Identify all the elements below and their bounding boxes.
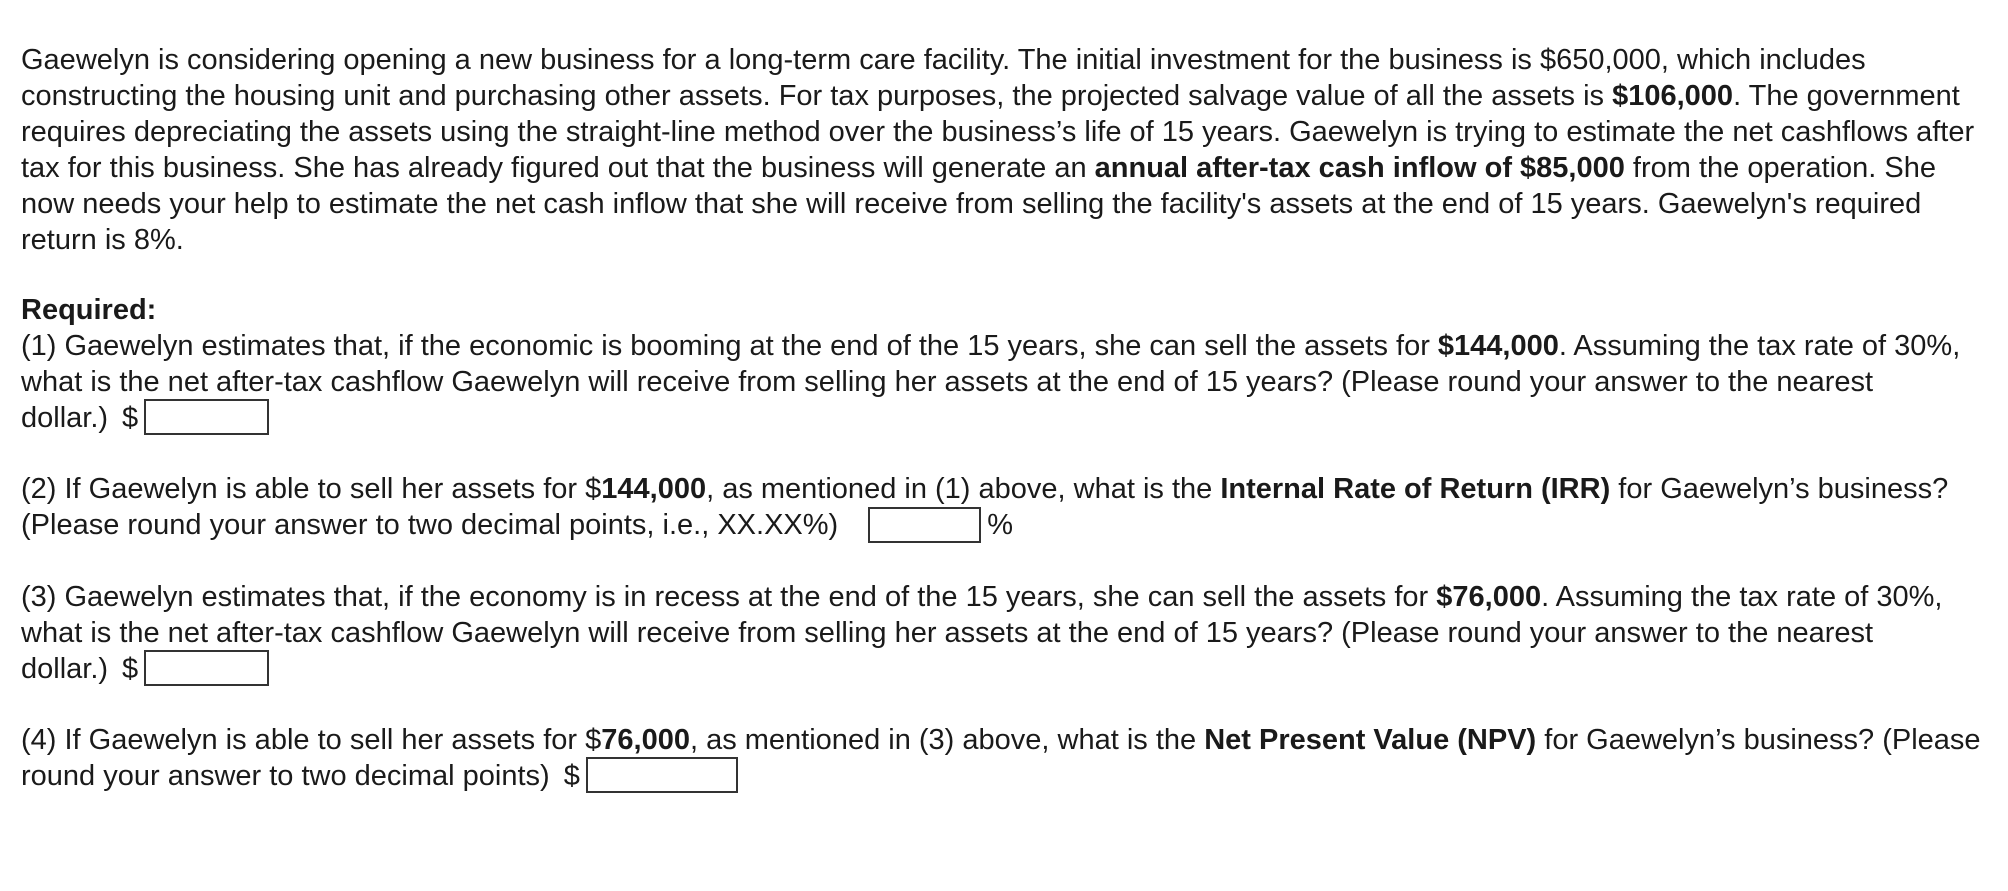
q2-text-2: , as mentioned in (1) above, what is the bbox=[706, 473, 1221, 506]
q3-sale-price: $76,000 bbox=[1436, 580, 1542, 613]
q1-text-1: (1) Gaewelyn estimates that, if the economic is booming at the end of the 15 years, she can sell the assets for bbox=[21, 330, 1438, 362]
q2-text-1: (2) If Gaewelyn is able to sell her assets for $ bbox=[21, 473, 602, 506]
question-3 bbox=[21, 579, 1981, 688]
q2-answer-input[interactable] bbox=[868, 507, 981, 543]
q1-sale-price: $144,000 bbox=[1437, 330, 1559, 362]
q4-answer-input[interactable] bbox=[586, 757, 738, 793]
q3-text-2: . Assuming the tax rate of 30%, what is the net after-tax cashflow Gaewelyn will receive from selling her assets at the end of 15 years? (Please round your answer to the nearest dollar.) bbox=[21, 580, 1943, 685]
q2-sale-price: 144,000 bbox=[601, 473, 707, 506]
q4-sale-price: 76,000 bbox=[601, 724, 690, 757]
q4-text-1: (4) If Gaewelyn is able to sell her assets for $ bbox=[21, 724, 602, 757]
problem-content bbox=[21, 42, 1981, 795]
question-2 bbox=[21, 471, 1981, 544]
intro-text-2: . The government requires depreciating the assets using the straight-line method over the business’s life of 15 years. Gaewelyn is trying to estimate the net cashflows after tax for this business. She has already figured out that the business will generate an bbox=[21, 80, 1975, 184]
intro-text-1: Gaewelyn is considering opening a new business for a long-term care facility. The initial investment for the business is $650,000, which includes constructing the housing unit and purchasing other assets. For tax purposes, the projected salvage value of all the assets is bbox=[21, 44, 1866, 112]
q3-answer-input[interactable] bbox=[144, 650, 269, 686]
q1-dollar-sign: $ bbox=[122, 402, 139, 434]
q1-answer-input[interactable] bbox=[144, 399, 269, 435]
salvage-value: $106,000 bbox=[1612, 80, 1734, 112]
question-4 bbox=[21, 722, 1981, 795]
q2-percent-sign: % bbox=[987, 509, 1014, 542]
q2-irr-label: Internal Rate of Return (IRR) bbox=[1220, 473, 1611, 506]
q2-text-3: for Gaewelyn’s business? (Please round your answer to two decimal points, i.e., XX.XX%) bbox=[21, 473, 1949, 542]
q4-text-2: , as mentioned in (3) above, what is the bbox=[689, 724, 1205, 757]
q3-dollar-sign: $ bbox=[122, 652, 139, 685]
q4-dollar-sign: $ bbox=[563, 760, 580, 793]
q3-text-1: (3) Gaewelyn estimates that, if the economy is in recess at the end of the 15 years, she can sell the assets for bbox=[21, 580, 1437, 613]
q4-npv-label: Net Present Value (NPV) bbox=[1204, 724, 1537, 757]
intro-paragraph bbox=[21, 42, 1981, 258]
question-1 bbox=[21, 292, 1981, 437]
annual-cash-inflow: annual after-tax cash inflow of $85,000 bbox=[1094, 152, 1625, 184]
intro-text-3: from the operation. She now needs your help to estimate the net cash inflow that she will receive from selling the facility's assets at the end of 15 years. Gaewelyn's required return is 8%. bbox=[21, 152, 1937, 256]
q1-text-2: . Assuming the tax rate of 30%, what is the net after-tax cashflow Gaewelyn will receive from selling her assets at the end of 15 years? (Please round your answer to the nearest dollar.) bbox=[21, 330, 1961, 434]
q4-text-3: for Gaewelyn’s business? (Please round your answer to two decimal points) bbox=[21, 724, 1981, 793]
required-label: Required: bbox=[21, 294, 157, 326]
